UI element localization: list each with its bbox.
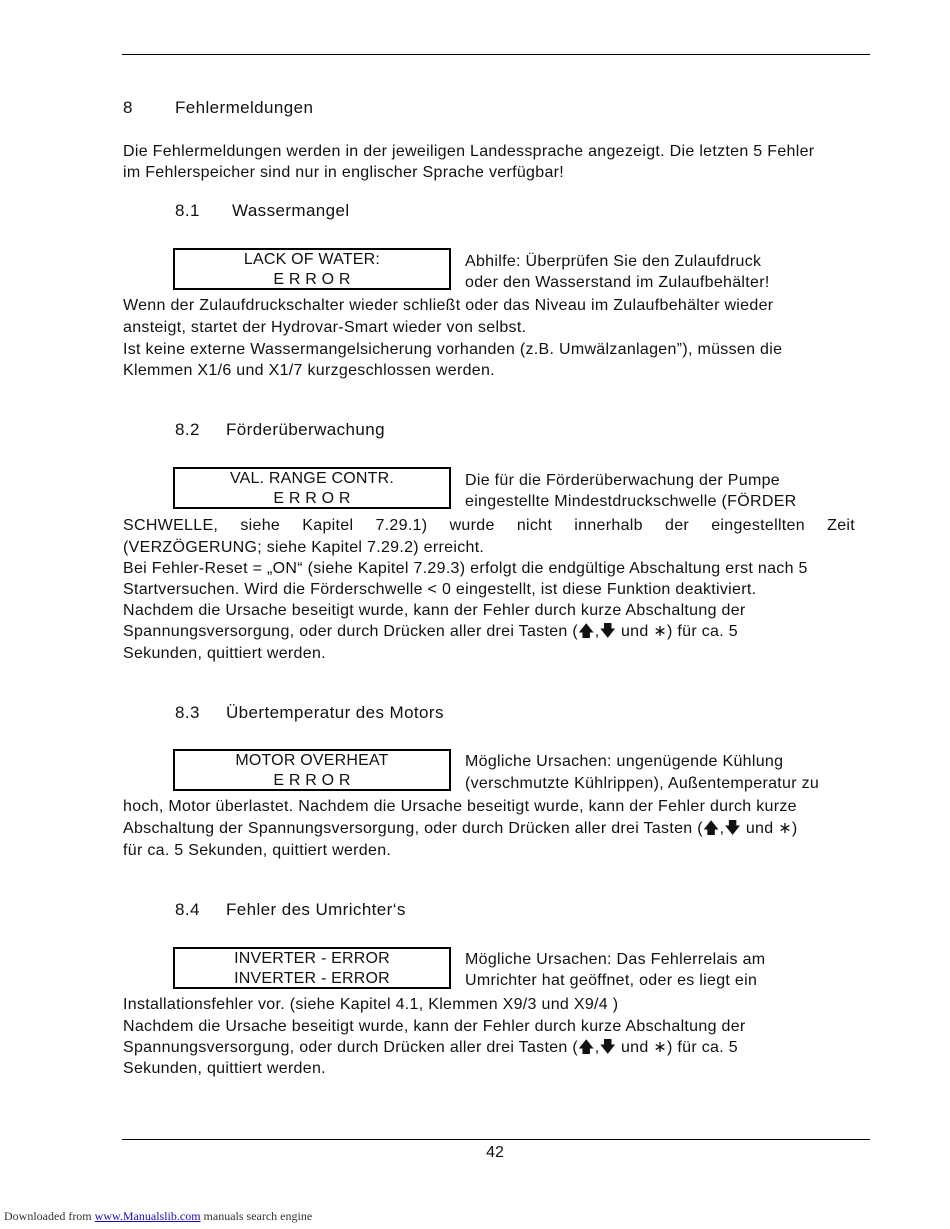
section-number: 8.1 <box>175 201 200 220</box>
remedy-line: (verschmutzte Kühlrippen), Außentemperatur zu <box>465 775 820 792</box>
body-line: Abschaltung der Spannungsversorgung, oder durch Drücken aller drei Tasten (🡅,🡇 und ∗) <box>123 820 798 837</box>
body-line: Spannungsversorgung, oder durch Drücken aller drei Tasten (🡅,🡇 und ∗) für ca. 5 <box>123 1039 738 1056</box>
section-number: 8.2 <box>175 420 200 439</box>
footer-prefix: Downloaded from <box>4 1209 95 1223</box>
body-line: ansteigt, startet der Hydrovar-Smart wieder von selbst. <box>123 319 527 336</box>
chapter-number: 8 <box>123 98 133 117</box>
chapter-title: Fehlermeldungen <box>175 98 314 117</box>
remedy-line: eingestellte Mindestdruckschwelle (FÖRDER <box>465 493 797 510</box>
body-line: Installationsfehler vor. (siehe Kapitel 4.1, Klemmen X9/3 und X9/4 ) <box>123 996 619 1013</box>
error-display <box>173 749 451 791</box>
display-line: MOTOR OVERHEAT <box>235 752 389 769</box>
remedy-line: oder den Wasserstand im Zulaufbehälter! <box>465 274 770 291</box>
body-line: Bei Fehler-Reset = „ON“ (siehe Kapitel 7.29.3) erfolgt die endgültige Abschaltung erst nach 5 <box>123 560 808 577</box>
display-line: VAL. RANGE CONTR. <box>229 470 395 487</box>
body-line: Sekunden, quittiert werden. <box>123 645 326 662</box>
intro-line: Die Fehlermeldungen werden in der jeweiligen Landessprache angezeigt. Die letzten 5 Fehler <box>123 143 815 160</box>
display-line: LACK OF WATER: <box>243 251 381 268</box>
remedy-line: Umrichter hat geöffnet, oder es liegt ein <box>465 972 758 989</box>
error-display <box>173 467 451 509</box>
display-line: E R R O R <box>273 271 351 288</box>
remedy-line: Abhilfe: Überprüfen Sie den Zulaufdruck <box>465 253 762 270</box>
body-line: Ist keine externe Wassermangelsicherung vorhanden (z.B. Umwälzanlagen”), müssen die <box>123 341 783 358</box>
section-number: 8.4 <box>175 900 200 919</box>
error-display <box>173 947 451 989</box>
manualslib-link[interactable]: www.Manualslib.com <box>94 1209 201 1223</box>
section-title: Übertemperatur des Motors <box>226 703 444 722</box>
footer-rule <box>122 1139 870 1140</box>
body-line: Klemmen X1/6 und X1/7 kurzgeschlossen werden. <box>123 362 495 379</box>
body-line: hoch, Motor überlastet. Nachdem die Ursache beseitigt wurde, kann der Fehler durch kurze <box>123 798 797 815</box>
body-line: für ca. 5 Sekunden, quittiert werden. <box>123 842 392 859</box>
body-line: Nachdem die Ursache beseitigt wurde, kann der Fehler durch kurze Abschaltung der <box>123 1018 746 1035</box>
body-line: Startversuchen. Wird die Förderschwelle < 0 eingestellt, ist diese Funktion deaktiviert. <box>123 581 757 598</box>
display-line: E R R O R <box>273 490 351 507</box>
remedy-line: Die für die Förderüberwachung der Pumpe <box>465 472 780 489</box>
error-display <box>173 248 451 290</box>
display-line: INVERTER - ERROR <box>234 970 390 987</box>
footer-suffix: manuals search engine <box>200 1209 313 1223</box>
download-footer <box>4 1209 312 1224</box>
section-title: Förderüberwachung <box>226 420 385 439</box>
section-number: 8.3 <box>175 703 200 722</box>
body-line: Wenn der Zulaufdruckschalter wieder schließt oder das Niveau im Zulaufbehälter wieder <box>123 297 774 314</box>
remedy-line: Mögliche Ursachen: Das Fehlerrelais am <box>465 951 766 968</box>
display-line: INVERTER - ERROR <box>234 950 390 967</box>
remedy-line: Mögliche Ursachen: ungenügende Kühlung <box>465 753 784 770</box>
section-title: Wassermangel <box>232 201 350 220</box>
page-number: 42 <box>486 1144 504 1161</box>
display-line: E R R O R <box>273 772 351 789</box>
body-line: Nachdem die Ursache beseitigt wurde, kann der Fehler durch kurze Abschaltung der <box>123 602 746 619</box>
section-title: Fehler des Umrichter‘s <box>226 900 406 919</box>
intro-line: im Fehlerspeicher sind nur in englischer Sprache verfügbar! <box>123 164 565 181</box>
body-line: SCHWELLE, siehe Kapitel 7.29.1) wurde nicht innerhalb der eingestellten Zeit <box>123 517 855 534</box>
body-line: (VERZÖGERUNG; siehe Kapitel 7.29.2) erreicht. <box>123 539 485 556</box>
header-rule <box>122 54 870 55</box>
body-line: Sekunden, quittiert werden. <box>123 1060 326 1077</box>
body-line: Spannungsversorgung, oder durch Drücken aller drei Tasten (🡅,🡇 und ∗) für ca. 5 <box>123 623 738 640</box>
